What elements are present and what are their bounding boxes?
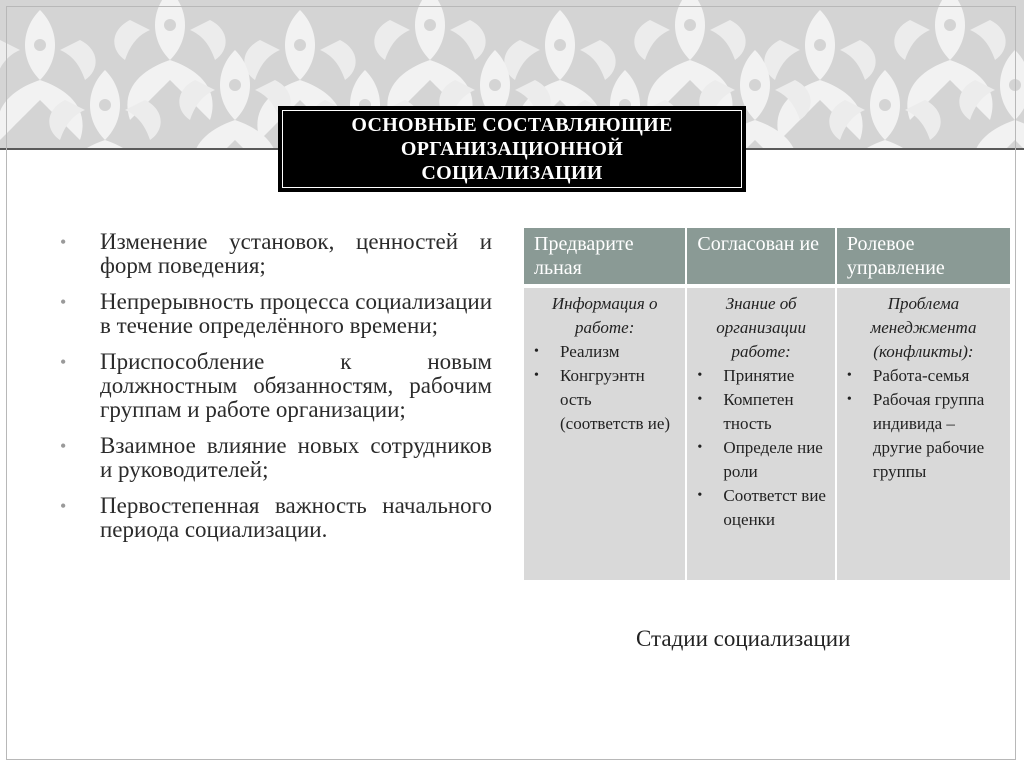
bullet-item bbox=[60, 290, 492, 338]
title-box bbox=[278, 106, 746, 192]
bullet-dot-icon: • bbox=[846, 368, 852, 383]
cell-heading: Знание об организации работе: bbox=[716, 294, 806, 361]
stage-header-role-management: Ролевое управление bbox=[837, 228, 1010, 284]
bullet-dot-icon: • bbox=[60, 292, 67, 312]
cell-list-item: • Реализм bbox=[532, 340, 677, 364]
cell-list-item: • Работа-семья bbox=[845, 364, 1002, 388]
bullet-dot-icon: • bbox=[846, 392, 852, 407]
bullet-text: Изменение установок, ценностей и форм поведения; bbox=[100, 229, 492, 278]
stage-header-preliminary: Предварите льная bbox=[524, 228, 685, 284]
bullet-text: Первостепенная важность начального периода социализации. bbox=[100, 493, 492, 542]
bullet-dot-icon: • bbox=[534, 368, 539, 383]
bullet-dot-icon: • bbox=[60, 232, 67, 252]
bullet-item bbox=[60, 350, 492, 422]
bullet-item bbox=[60, 494, 492, 542]
bullet-text: Взаимное влияние новых сотрудников и руководителей; bbox=[100, 433, 492, 482]
stage-cell-role-management bbox=[837, 288, 1010, 580]
cell-list-item: • Конгруэнтн ость (соответств ие) bbox=[534, 366, 671, 433]
stage-cell-preliminary bbox=[524, 288, 685, 580]
bullet-list bbox=[60, 230, 492, 554]
stage-header-agreement: Согласован ие bbox=[687, 228, 834, 284]
bullet-dot-icon: • bbox=[60, 496, 67, 516]
cell-list-item: • Рабочая группа индивида – другие рабочие группы bbox=[846, 390, 985, 481]
bullet-dot-icon: • bbox=[697, 392, 703, 407]
bullet-dot-icon: • bbox=[60, 436, 67, 456]
bullet-dot-icon: • bbox=[697, 488, 703, 503]
cell-list-item: • Определе ние роли bbox=[697, 438, 823, 481]
bullet-item bbox=[60, 434, 492, 482]
stages-content-row bbox=[524, 288, 1010, 580]
bullet-dot-icon: • bbox=[697, 368, 703, 383]
stages-table bbox=[522, 226, 1012, 582]
bullet-dot-icon: • bbox=[534, 344, 539, 359]
slide-title: ОСНОВНЫЕ СОСТАВЛЯЮЩИЕ ОРГАНИЗАЦИОННОЙ СОЦИАЛИЗАЦИИ bbox=[351, 114, 673, 184]
table-caption: Стадии социализации bbox=[636, 626, 851, 651]
cell-list-item: • Соответст вие оценки bbox=[697, 486, 826, 529]
stage-cell-agreement bbox=[687, 288, 834, 580]
cell-heading: Проблема менеджмента (конфликты): bbox=[870, 294, 977, 361]
cell-list-item: • Компетен тность bbox=[697, 390, 794, 433]
bullet-text: Приспособление к новым должностным обязанностям, рабочим группам и работе организации; bbox=[100, 349, 492, 422]
bullet-dot-icon: • bbox=[60, 352, 67, 372]
cell-list-item: • Принятие bbox=[695, 364, 826, 388]
cell-heading: Информация о работе: bbox=[551, 294, 658, 337]
bullet-item bbox=[60, 230, 492, 278]
bullet-dot-icon: • bbox=[697, 440, 703, 455]
bullet-text: Непрерывность процесса социализации в течение определённого времени; bbox=[100, 289, 492, 338]
stages-header-row bbox=[524, 228, 1010, 284]
